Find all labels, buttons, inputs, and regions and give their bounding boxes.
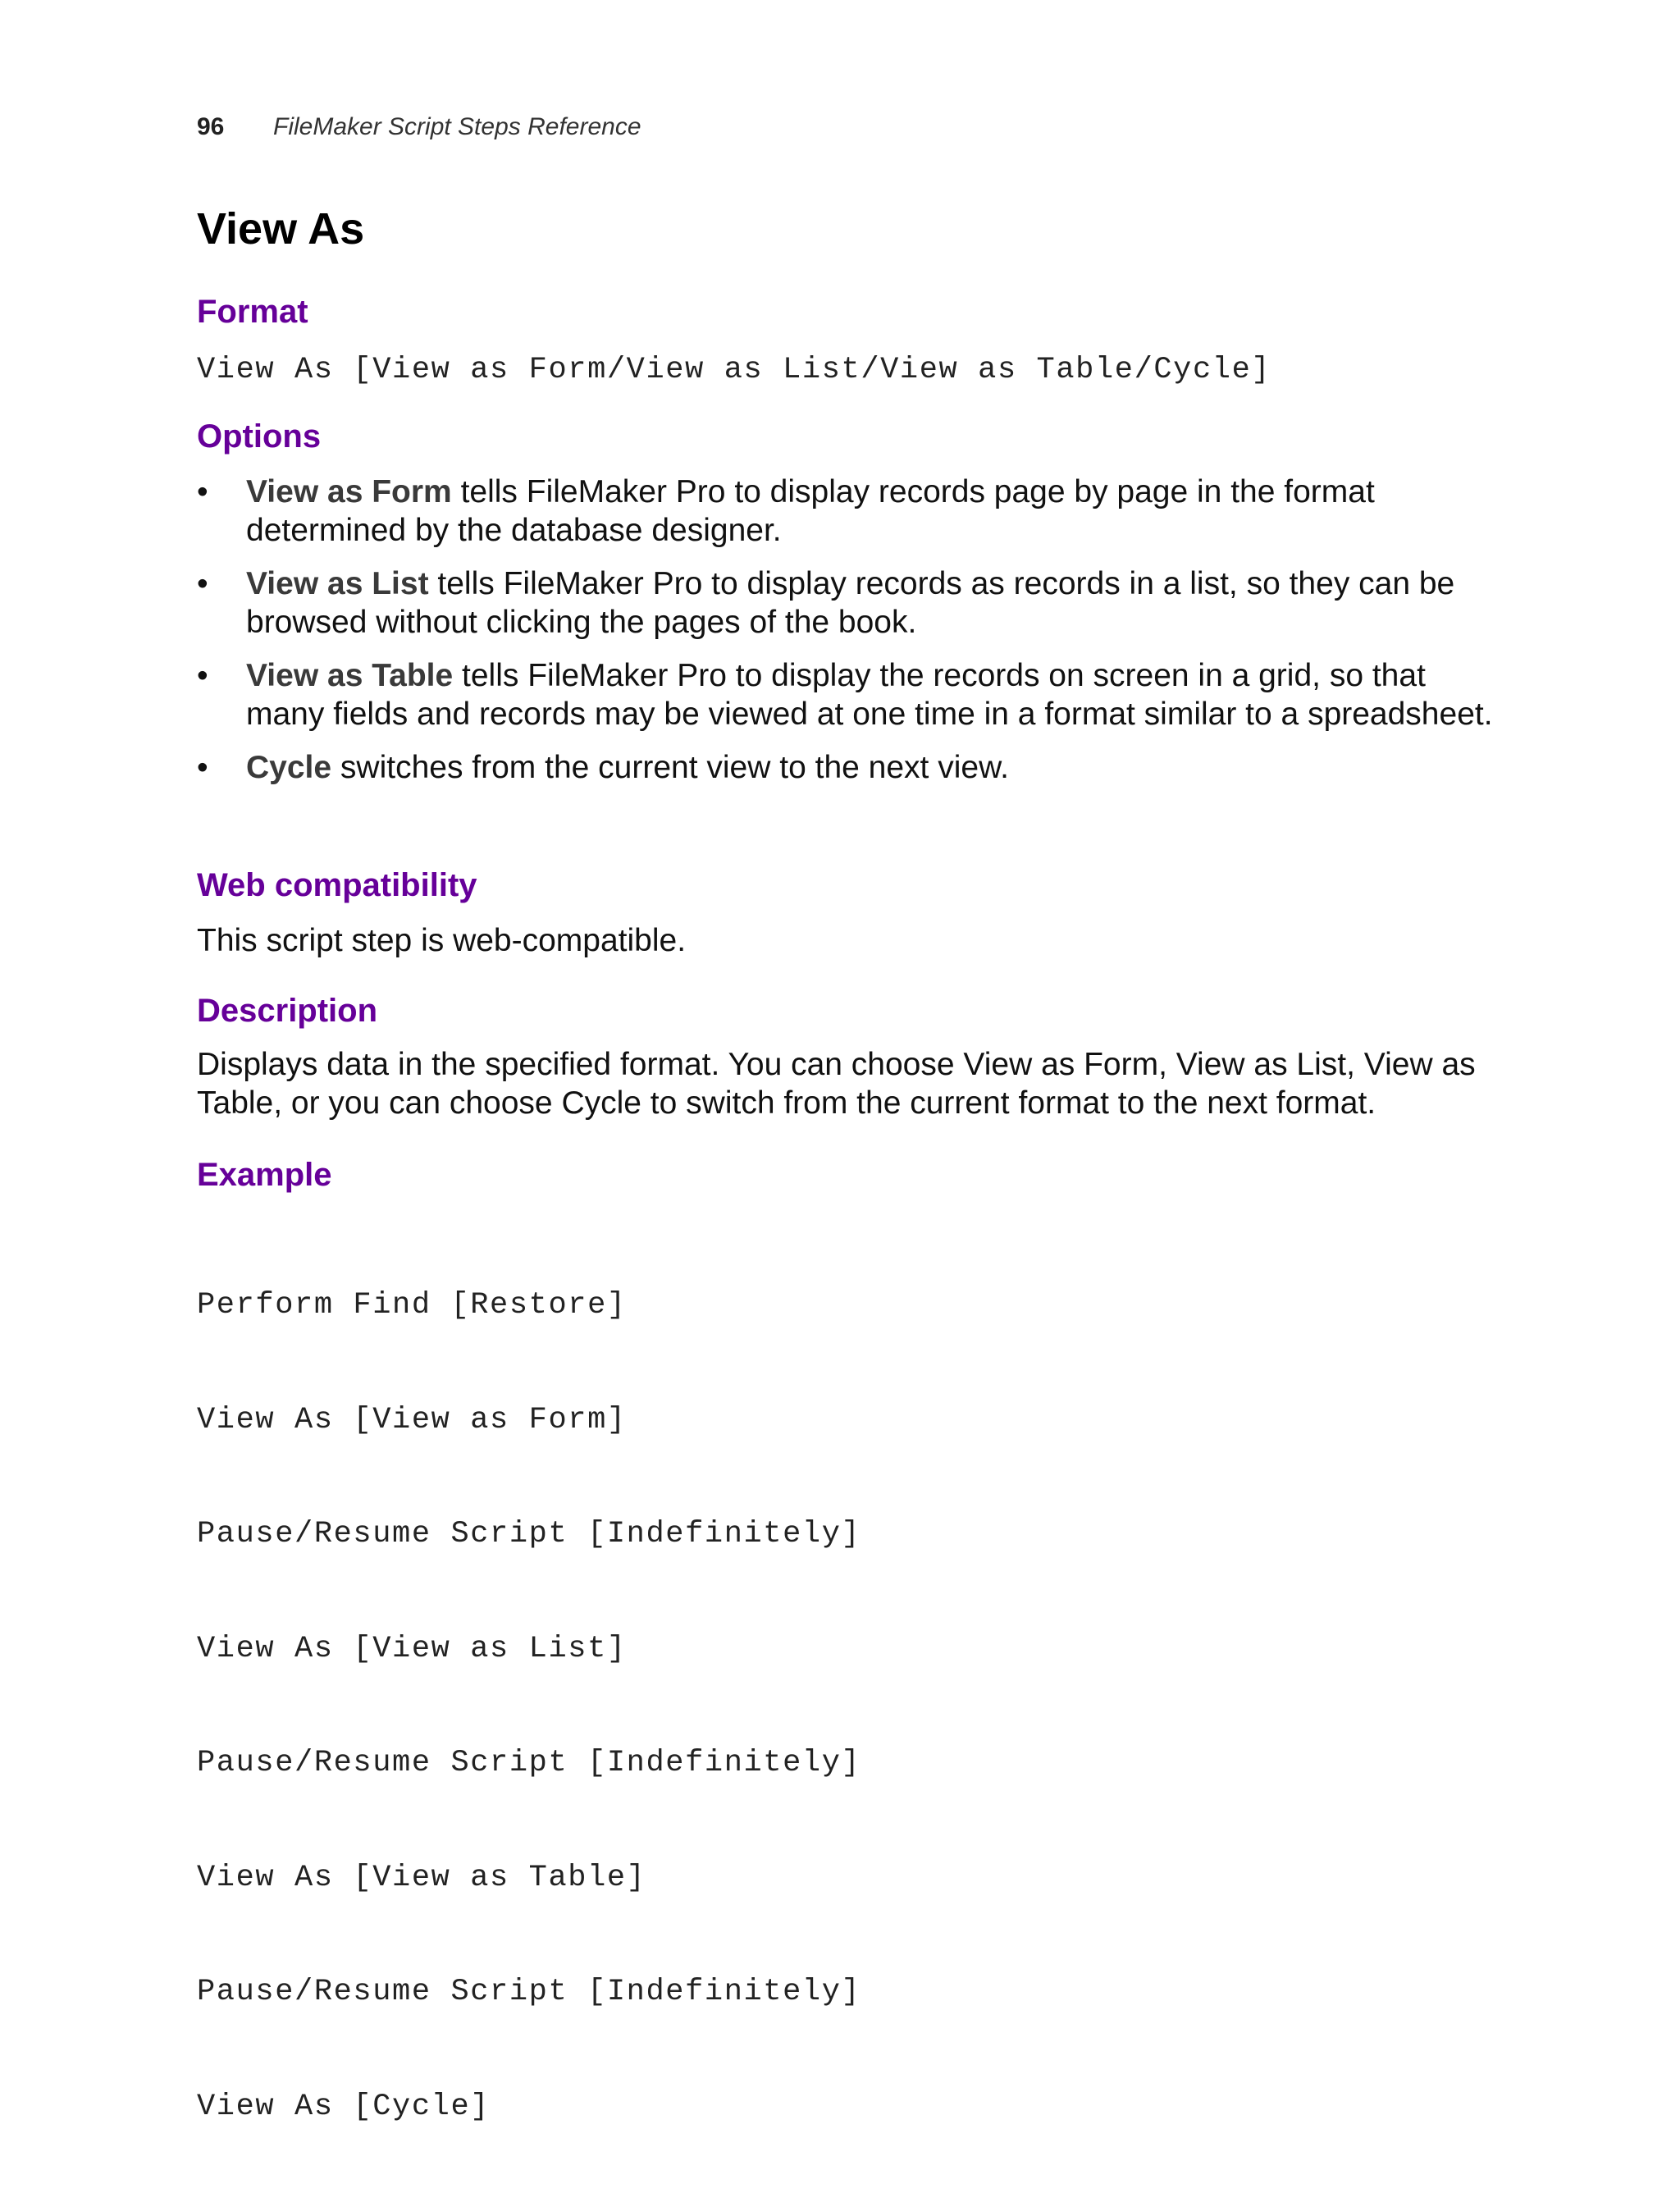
page-number: 96 xyxy=(197,113,225,140)
option-text: tells FileMaker Pro to display records page by page in the format determined by the database designer. xyxy=(246,474,1375,548)
bullet-icon: • xyxy=(197,750,208,785)
code-line: Pause/Resume Script [Indefinitely] xyxy=(197,1517,861,1551)
running-header xyxy=(197,113,641,141)
code-line: Pause/Resume Script [Indefinitely] xyxy=(197,1975,861,2009)
option-text: tells FileMaker Pro to display the records on screen in a grid, so that many fields and records may be viewed at one time in a format similar to a spreadsheet. xyxy=(246,658,1493,732)
option-term: Cycle xyxy=(246,750,332,785)
bullet-icon: • xyxy=(197,658,208,693)
option-term: View as Form xyxy=(246,474,452,509)
bullet-icon: • xyxy=(197,474,208,509)
example-code-block xyxy=(197,1210,861,2202)
code-line: View As [Cycle] xyxy=(197,2089,491,2124)
format-syntax: View As [View as Form/View as List/View as Table/Cycle] xyxy=(197,353,1271,387)
description-text: Displays data in the specified format. You can choose View as Form, View as List, View as Table, or you can choose Cycle to switch from the current format to the next format. xyxy=(197,1047,1476,1121)
description-heading: Description xyxy=(197,993,378,1029)
option-item-view-as-table xyxy=(197,657,1509,733)
options-heading: Options xyxy=(197,418,322,455)
code-line: Pause/Resume Script [Indefinitely] xyxy=(197,1746,861,1780)
option-term: View as Table xyxy=(246,658,454,693)
options-list xyxy=(197,473,1509,803)
option-item-cycle xyxy=(197,749,1509,788)
web-compatibility-heading: Web compatibility xyxy=(197,867,477,903)
example-heading: Example xyxy=(197,1157,332,1193)
option-text: switches from the current view to the next view. xyxy=(331,750,1009,785)
code-line: Perform Find [Restore] xyxy=(197,1288,627,1323)
option-item-view-as-list xyxy=(197,565,1509,642)
bullet-icon: • xyxy=(197,566,208,601)
code-line: View As [View as Form] xyxy=(197,1402,627,1437)
option-item-view-as-form xyxy=(197,473,1509,550)
format-heading: Format xyxy=(197,294,308,330)
option-term: View as List xyxy=(246,566,429,601)
web-compatibility-text: This script step is web-compatible. xyxy=(197,923,687,958)
option-text: tells FileMaker Pro to display records as records in a list, so they can be browsed without clicking the pages of the book. xyxy=(246,566,1455,640)
code-line: View As [View as Table] xyxy=(197,1860,646,1895)
book-title: FileMaker Script Steps Reference xyxy=(273,113,641,140)
script-step-title: View As xyxy=(197,204,365,254)
code-line: View As [View as List] xyxy=(197,1631,627,1666)
